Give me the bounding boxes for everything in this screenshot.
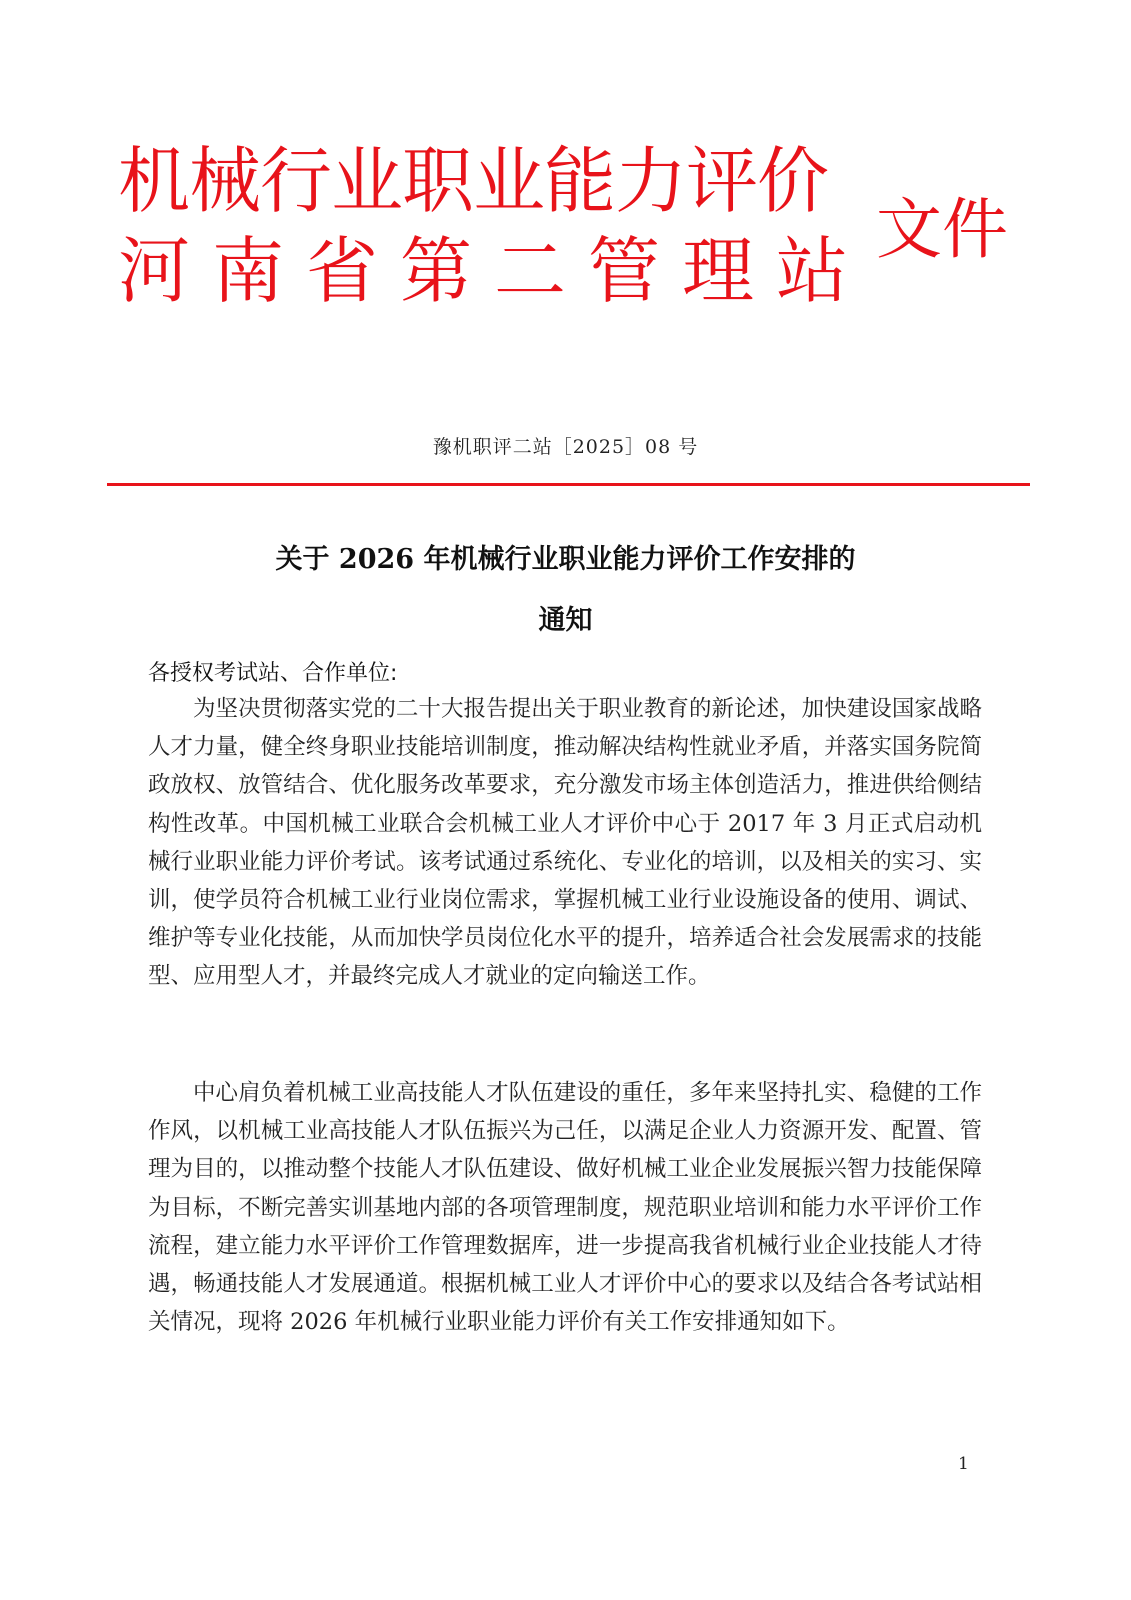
document-number: 豫机职评二站［2025］08 号 xyxy=(432,436,699,458)
red-header xyxy=(118,138,1018,318)
page-number: 1 xyxy=(958,1454,969,1474)
body-paragraph-1: 为坚决贯彻落实党的二十大报告提出关于职业教育的新论述，加快建设国家战略人才力量，健全终身职业技能培训制度，推动解决结构性就业矛盾，并落实国务院简政放权、放管结合、优化服务改革要求，充分激发市场主体创造活力，推进供给侧结构性改革。中国机械工业联合会机械工业人才评价中心于 2017 年 3 月正式启动机械行业职业能力评价考试。该考试通过系统化、专业化的培训，以及相关的实习、实训，使学员符合机械工业行业岗位需求，掌握机械工业行业设施设备的使用、调试、维护等专业化技能，从而加快学员岗位化水平的提升，培养适合社会发展需求的技能型、应用型人才，并最终完成人才就业的定向输送工作。 xyxy=(148,696,982,990)
document-title-line1: 关于 2026 年机械行业职业能力评价工作安排的 xyxy=(275,544,856,575)
header-document-label: 文件 xyxy=(876,191,1008,268)
header-issuer-line1: 机械行业职业能力评价 xyxy=(118,139,829,223)
salutation: 各授权考试站、合作单位: xyxy=(148,661,398,686)
header-issuer-line2: 河南省第二管理站 xyxy=(118,229,871,313)
red-divider-line xyxy=(107,483,1030,486)
body-paragraph-2: 中心肩负着机械工业高技能人才队伍建设的重任，多年来坚持扎实、稳健的工作作风，以机械工业高技能人才队伍振兴为己任，以满足企业人力资源开发、配置、管理为目的，以推动整个技能人才队伍建设、做好机械工业企业发展振兴智力技能保障为目标，不断完善实训基地内部的各项管理制度，规范职业培训和能力水平评价工作流程，建立能力水平评价工作管理数据库，进一步提高我省机械行业企业技能人才待遇，畅通技能人才发展通道。根据机械工业人才评价中心的要求以及结合各考试站相关情况，现将 2026 年机械行业职业能力评价有关工作安排通知如下。 xyxy=(148,1080,982,1336)
document-title-line2: 通知 xyxy=(538,605,593,636)
